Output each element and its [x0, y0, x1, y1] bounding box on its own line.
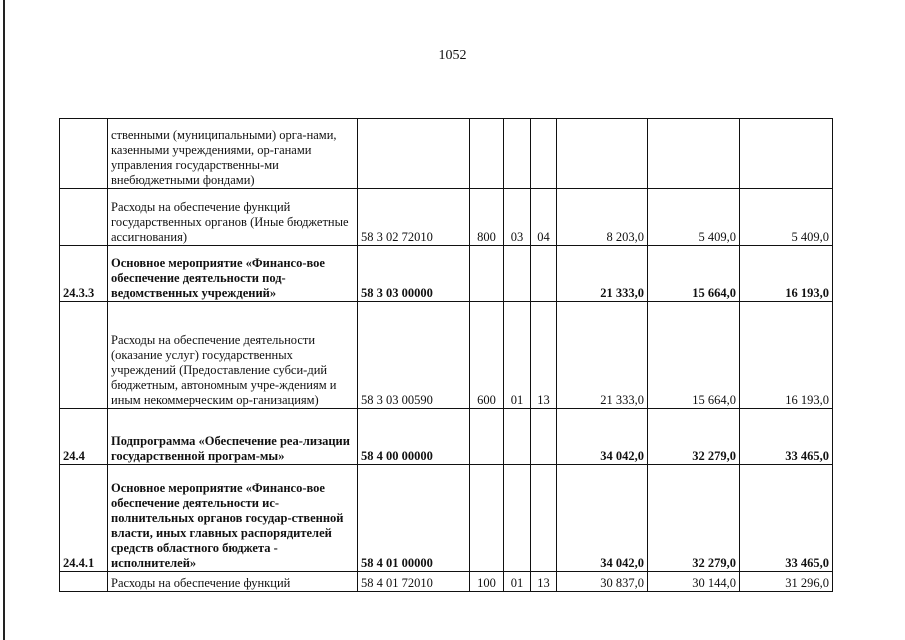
row-vr: [470, 409, 504, 465]
row-vr: 100: [470, 572, 504, 592]
row-amount-2: [648, 119, 740, 189]
row-code: 24.3.3: [60, 246, 108, 302]
row-amount-2: 30 144,0: [648, 572, 740, 592]
row-rz: 01: [504, 572, 531, 592]
row-rz: [504, 246, 531, 302]
row-amount-3: 16 193,0: [740, 246, 833, 302]
row-vr: 600: [470, 302, 504, 409]
row-amount-1: 8 203,0: [557, 189, 648, 246]
row-pr: 13: [531, 572, 557, 592]
table-row: [60, 409, 833, 465]
row-rz: [504, 119, 531, 189]
table-row: [60, 119, 833, 189]
row-pr: [531, 465, 557, 572]
row-amount-1: 21 333,0: [557, 302, 648, 409]
row-name: Основное мероприятие «Финансо-вое обеспечение деятельности под-ведомственных учреждений»: [108, 246, 358, 302]
table-row: [60, 465, 833, 572]
row-code: [60, 189, 108, 246]
table-row: [60, 302, 833, 409]
row-pr: [531, 246, 557, 302]
row-name: ственными (муниципальными) орга-нами, казенными учреждениями, ор-ганами управления государственны-ми внебюджетными фондами): [108, 119, 358, 189]
row-amount-1: [557, 119, 648, 189]
row-amount-1: 34 042,0: [557, 465, 648, 572]
row-amount-2: 5 409,0: [648, 189, 740, 246]
row-csr: 58 3 03 00590: [358, 302, 470, 409]
row-amount-2: 32 279,0: [648, 409, 740, 465]
row-code: [60, 572, 108, 592]
row-rz: [504, 409, 531, 465]
row-amount-3: 5 409,0: [740, 189, 833, 246]
row-csr: 58 4 01 72010: [358, 572, 470, 592]
row-csr: 58 3 02 72010: [358, 189, 470, 246]
page-number: 1052: [438, 48, 467, 63]
row-name: Подпрограмма «Обеспечение реа-лизации государственной програм-мы»: [108, 409, 358, 465]
row-pr: [531, 119, 557, 189]
row-vr: [470, 465, 504, 572]
row-rz: 03: [504, 189, 531, 246]
row-pr: 13: [531, 302, 557, 409]
row-amount-2: 15 664,0: [648, 302, 740, 409]
row-rz: [504, 465, 531, 572]
table-row: [60, 189, 833, 246]
row-csr: 58 4 01 00000: [358, 465, 470, 572]
row-code: [60, 119, 108, 189]
row-amount-1: 30 837,0: [557, 572, 648, 592]
row-name: Расходы на обеспечение функций: [108, 572, 358, 592]
row-amount-3: 33 465,0: [740, 409, 833, 465]
row-amount-3: 16 193,0: [740, 302, 833, 409]
budget-table: [59, 118, 833, 592]
row-csr: [358, 119, 470, 189]
table-row: [60, 246, 833, 302]
row-vr: 800: [470, 189, 504, 246]
row-amount-1: 21 333,0: [557, 246, 648, 302]
row-amount-3: 31 296,0: [740, 572, 833, 592]
row-amount-3: 33 465,0: [740, 465, 833, 572]
row-code: [60, 302, 108, 409]
row-csr: 58 4 00 00000: [358, 409, 470, 465]
row-amount-2: 32 279,0: [648, 465, 740, 572]
row-amount-2: 15 664,0: [648, 246, 740, 302]
row-rz: 01: [504, 302, 531, 409]
row-vr: [470, 119, 504, 189]
row-code: 24.4: [60, 409, 108, 465]
row-code: 24.4.1: [60, 465, 108, 572]
row-vr: [470, 246, 504, 302]
row-pr: [531, 409, 557, 465]
row-pr: 04: [531, 189, 557, 246]
row-name: Расходы на обеспечение функций государственных органов (Иные бюджетные ассигнования): [108, 189, 358, 246]
table-row: [60, 572, 833, 592]
row-amount-1: 34 042,0: [557, 409, 648, 465]
row-name: Основное мероприятие «Финансо-вое обеспечение деятельности ис-полнительных органов государ-ственной власти, иных главных распорядителей средств областного бюджета - исполнителей»: [108, 465, 358, 572]
row-csr: 58 3 03 00000: [358, 246, 470, 302]
row-name: Расходы на обеспечение деятельности (оказание услуг) государственных учреждений (Предоставление субси-дий бюджетным, автономным учре-ждениям и иным некоммерческим ор-ганизациям): [108, 302, 358, 409]
scan-edge-line: [3, 0, 5, 640]
row-amount-3: [740, 119, 833, 189]
